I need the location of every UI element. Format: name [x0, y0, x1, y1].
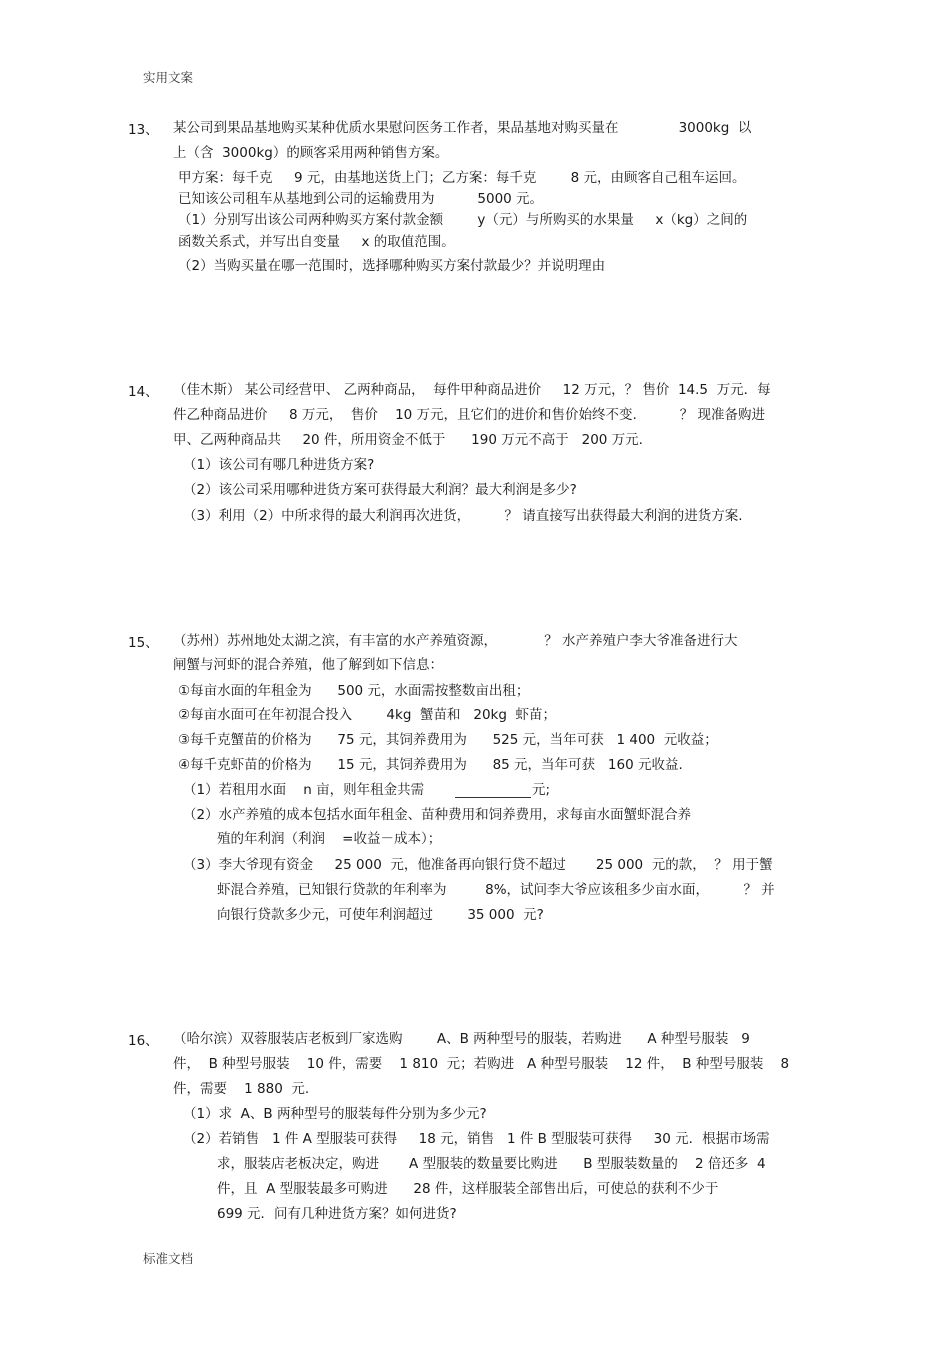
problem-line: 元; [532, 782, 551, 798]
problem-line: 甲方案：每千克 9 元，由基地送货上门；乙方案：每千克 8 元，由顾客自己租车运回。 [178, 170, 746, 186]
problem-number: 13、 [128, 122, 159, 138]
problem-line: 殖的年利润（利润 =收益－成本）； [217, 831, 442, 847]
problem-line: （2）当购买量在哪一范围时，选择哪种购买方案付款最少？并说明理由 [178, 258, 606, 274]
problem-line: 699 元．问有几种进货方案？如何进货? [217, 1206, 457, 1222]
problem-line: （3）李大爷现有资金 25 000 元，他准备再向银行贷不超过 25 000 元的款， ？ 用于蟹 [183, 857, 773, 873]
problem-line: 件乙种商品进价 8 万元， 售价 10 万元，且它们的进价和售价始终不变. ？ 现准备购进 [173, 407, 766, 423]
problem-line: （2）水产养殖的成本包括水面年租金、苗种费用和饲养费用，求每亩水面蟹虾混合养 [183, 807, 692, 823]
problem-line: 求，服装店老板决定，购进 A 型服装的数量要比购进 B 型服装数量的 2 倍还多 4 [217, 1156, 766, 1172]
problem-line: （2）该公司采用哪种进货方案可获得最大利润？最大利润是多少? [183, 482, 577, 498]
problem-line: （1）求 A、B 两种型号的服装每件分别为多少元? [183, 1106, 487, 1122]
problem-line: 件， B 种型号服装 10 件，需要 1 810 元；若购进 A 种型号服装 12 件， B 种型号服装 8 [173, 1056, 790, 1072]
problem-line: 甲、乙两种商品共 20 件，所用资金不低于 190 万元不高于 200 万元. [173, 432, 643, 448]
problem-line: 函数关系式，并写出自变量 x 的取值范围。 [178, 234, 455, 250]
problem-line: 件，需要 1 880 元. [173, 1081, 310, 1097]
page-footer: 标准文档 [143, 1251, 194, 1266]
page-header: 实用文案 [143, 70, 194, 85]
problem-line: 虾混合养殖，已知银行贷款的年利率为 8%，试问李大爷应该租多少亩水面， ？ 并 [217, 882, 775, 898]
answer-blank[interactable] [455, 783, 531, 798]
problem-line: 向银行贷款多少元，可使年利润超过 35 000 元? [217, 907, 544, 923]
problem-line: （2）若销售 1 件 A 型服装可获得 18 元，销售 1 件 B 型服装可获得 30 元．根据市场需 [183, 1131, 770, 1147]
problem-line: ④每千克虾苗的价格为 15 元，其饲养费用为 85 元，当年可获 160 元收益. [178, 757, 683, 773]
problem-line: 闸蟹与河虾的混合养殖，他了解到如下信息： [173, 657, 443, 673]
problem-line: 已知该公司租车从基地到公司的运输费用为 5000 元。 [178, 191, 544, 207]
problem-line: ③每千克蟹苗的价格为 75 元，其饲养费用为 525 元，当年可获 1 400 元收益； [178, 732, 718, 748]
problem-line: （苏州）苏州地处太湖之滨，有丰富的水产养殖资源， ？ 水产养殖户李大爷准备进行大 [173, 633, 738, 649]
problem-line: （哈尔滨）双蓉服装店老板到厂家选购 A、B 两种型号的服装，若购进 A 种型号服装 9 [173, 1031, 750, 1047]
problem-line: ①每亩水面的年租金为 500 元，水面需按整数亩出租； [178, 683, 530, 699]
problem-number: 16、 [128, 1033, 159, 1049]
problem-line: （佳木斯） 某公司经营甲、 乙两种商品， 每件甲种商品进价 12 万元，？ 售价 14.5 万元．每 [173, 382, 771, 398]
problem-line: 上（含 3000kg）的顾客采用两种销售方案。 [173, 145, 449, 161]
problem-line: （1）若租用水面 n 亩，则年租金共需 [183, 782, 425, 798]
problem-line: （3）利用（2）中所求得的最大利润再次进货， ？ 请直接写出获得最大利润的进货方案. [183, 508, 743, 524]
problem-line: （1）该公司有哪几种进货方案? [183, 457, 375, 473]
problem-line: ②每亩水面可在年初混合投入 4kg 蟹苗和 20kg 虾苗； [178, 707, 557, 723]
problem-line: 件，且 A 型服装最多可购进 28 件，这样服装全部售出后，可使总的获利不少于 [217, 1181, 719, 1197]
problem-line: 某公司到果品基地购买某种优质水果慰问医务工作者，果品基地对购买量在 3000kg 以 [173, 120, 752, 136]
problem-number: 14、 [128, 384, 159, 400]
problem-line: （1）分别写出该公司两种购买方案付款金额 y（元）与所购买的水果量 x（kg）之间的 [178, 212, 748, 228]
problem-number: 15、 [128, 635, 159, 651]
